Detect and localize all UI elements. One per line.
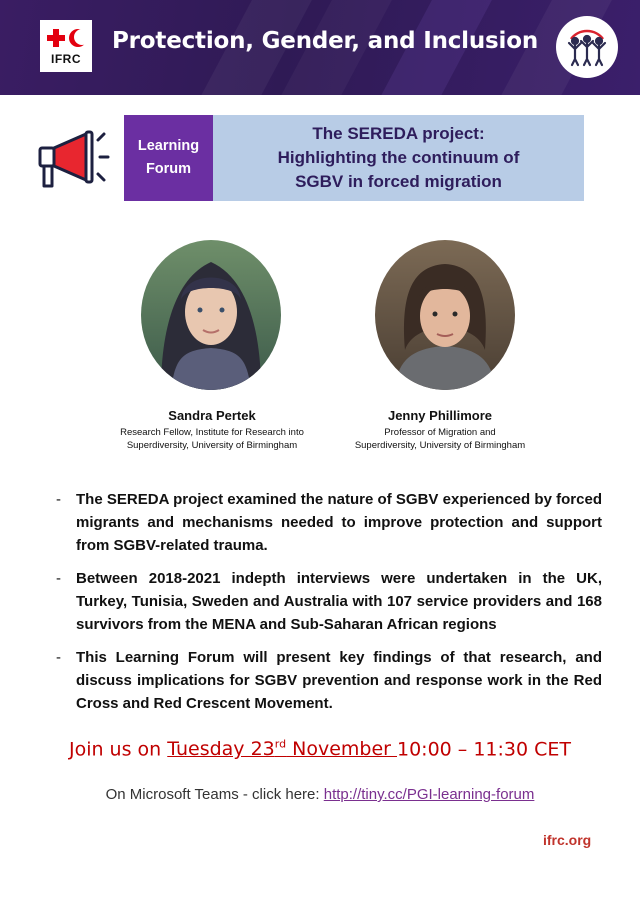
list-item-text: The SEREDA project examined the nature of SGBV experienced by forced migrants and mechanisms needed to improve protection and support from SGBV-related trauma.: [76, 491, 602, 554]
join-prefix: Join us on: [68, 738, 168, 761]
teams-link[interactable]: http://tiny.cc/PGI-learning-forum: [323, 786, 535, 803]
list-item: [52, 646, 602, 715]
list-item: [52, 567, 602, 636]
teams-text: On Microsoft Teams - click here:: [105, 786, 324, 803]
speaker-role-line1: Research Fellow, Institute for Research into: [120, 427, 304, 438]
people-circle-icon: [556, 16, 618, 78]
speaker-role-line2: Superdiversity, University of Birmingham: [126, 440, 298, 451]
learning-forum-label-line2: Forum: [145, 161, 192, 177]
event-title-line1: The SEREDA project:: [312, 124, 485, 143]
red-cross-crescent-icon: [46, 26, 86, 50]
speaker-role: [320, 426, 560, 452]
speaker-photo-jenny: [375, 240, 515, 390]
event-date-suffix: rd: [274, 738, 287, 751]
header-banner: [0, 0, 640, 95]
speaker-role-line2: Superdiversity, University of Birmingham: [354, 440, 526, 451]
list-item-text: This Learning Forum will present key findings of that research, and discuss implications for SGBV prevention and response work in the Red Cross and Red Crescent Movement.: [76, 649, 602, 712]
event-date: [167, 738, 397, 760]
event-title-line3: SGBV in forced migration: [295, 172, 502, 191]
event-date-day: Tuesday 23: [167, 738, 275, 761]
ifrc-site-link[interactable]: ifrc.org: [543, 832, 592, 848]
event-title-line2: Highlighting the continuum of: [277, 148, 520, 167]
speaker-name: Jenny Phillimore: [387, 408, 493, 423]
speaker-role: [92, 426, 332, 452]
learning-forum-badge: [124, 115, 213, 201]
speaker-name: Sandra Pertek: [168, 408, 256, 423]
bullet-marker: -: [56, 570, 61, 587]
speaker-photo-sandra: [141, 240, 281, 390]
speaker-role-line1: Professor of Migration and: [384, 427, 496, 438]
list-item-text: Between 2018-2021 indepth interviews were undertaken in the UK, Turkey, Tunisia, Sweden and Australia with 107 service providers and 168 survivors from the MENA and Sub-Saharan African regions: [76, 570, 602, 633]
page-title: Protection, Gender, and Inclusion: [112, 28, 538, 54]
megaphone-icon: [36, 128, 112, 192]
ifrc-logo: [40, 20, 92, 72]
ifrc-logo-text: IFRC: [51, 52, 81, 66]
bullet-marker: -: [56, 649, 61, 666]
event-time: 10:00 – 11:30 CET: [397, 738, 572, 761]
speaker-card-1: [92, 408, 332, 452]
speaker-card-2: [320, 408, 560, 452]
event-date-month: November: [286, 738, 397, 761]
bullet-marker: -: [56, 491, 61, 508]
list-item: [52, 488, 602, 557]
learning-forum-label-line1: Learning: [137, 138, 200, 154]
event-title: [213, 115, 584, 201]
description-list: [52, 488, 602, 725]
teams-line: [0, 786, 640, 803]
event-date-line: [0, 738, 640, 760]
